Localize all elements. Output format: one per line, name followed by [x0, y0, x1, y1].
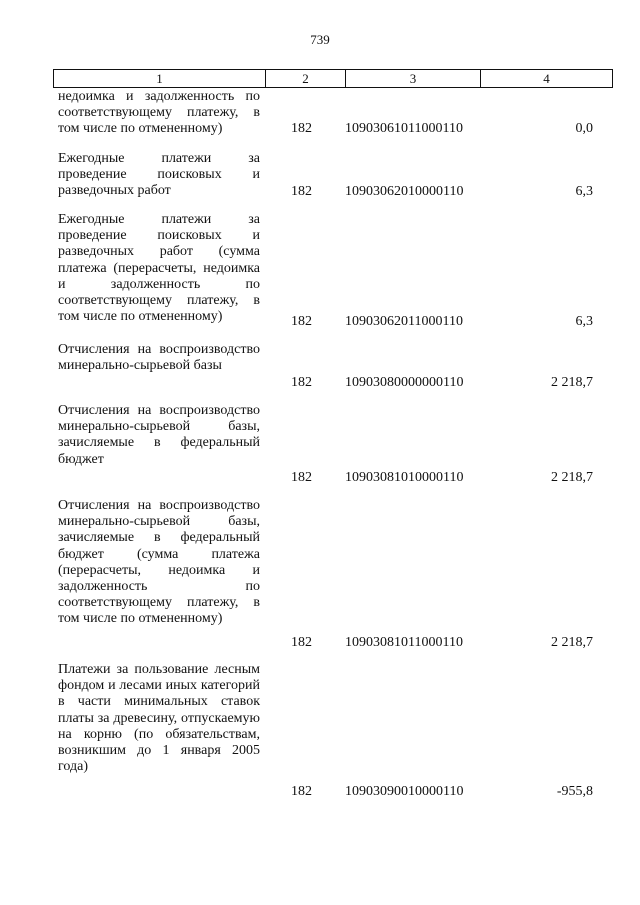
row-amount: 6,3 [575, 313, 593, 329]
row-description: Отчисления на воспроизводство минерально-сырьевой базы, зачисляемые в федеральный бюджет (сумма платежа (перерасчеты, недоимка и задолженность по соответствующему платежу, в том числе по отмененному) [58, 498, 260, 627]
row-kbk: 10903061011000110 [345, 120, 463, 136]
table-row [58, 342, 608, 391]
table-row [58, 89, 608, 137]
column-header-description: 1 [54, 70, 266, 88]
table-row [58, 212, 608, 330]
row-amount: 6,3 [575, 183, 593, 199]
row-admin-code: 182 [291, 183, 312, 199]
row-description: Ежегодные платежи за проведение поисковых и разведочных работ [58, 151, 260, 199]
row-kbk: 10903081011000110 [345, 634, 463, 650]
row-description: недоимка и задолженность по соответствующему платежу, в том числе по отмененному) [58, 89, 260, 137]
column-header-kbk: 3 [346, 70, 481, 88]
row-description: Ежегодные платежи за проведение поисковых и разведочных работ (сумма платежа (перерасчеты, недоимка и задолженность по соответствующему платежу, в том числе по отмененному) [58, 212, 260, 325]
table-row [58, 151, 608, 200]
row-admin-code: 182 [291, 120, 312, 136]
page-number: 739 [310, 32, 330, 47]
row-amount: 2 218,7 [551, 374, 593, 390]
row-admin-code: 182 [291, 634, 312, 650]
row-kbk: 10903062011000110 [345, 313, 463, 329]
row-description: Отчисления на воспроизводство минерально-сырьевой базы [58, 342, 260, 374]
row-kbk: 10903062010000110 [345, 183, 464, 199]
row-admin-code: 182 [291, 469, 312, 485]
column-header-admin-code: 2 [266, 70, 346, 88]
row-description: Платежи за пользование лесным фондом и лесами иных категорий в части минимальных ставок платы за древесину, отпускаемую на корню (по обязательствам, возникшим до 1 января 2005 года) [58, 662, 260, 775]
table-row [58, 403, 608, 486]
row-admin-code: 182 [291, 374, 312, 390]
row-amount: -955,8 [556, 783, 593, 799]
row-kbk: 10903080000000110 [345, 374, 464, 390]
row-description: Отчисления на воспроизводство минерально-сырьевой базы, зачисляемые в федеральный бюджет [58, 403, 260, 467]
row-amount: 0,0 [575, 120, 593, 136]
row-admin-code: 182 [291, 313, 312, 329]
column-header-amount: 4 [481, 70, 613, 88]
table-row [58, 662, 608, 800]
row-kbk: 10903090010000110 [345, 783, 464, 799]
row-amount: 2 218,7 [551, 469, 593, 485]
row-amount: 2 218,7 [551, 634, 593, 650]
row-admin-code: 182 [291, 783, 312, 799]
table-row [58, 498, 608, 651]
row-kbk: 10903081010000110 [345, 469, 464, 485]
